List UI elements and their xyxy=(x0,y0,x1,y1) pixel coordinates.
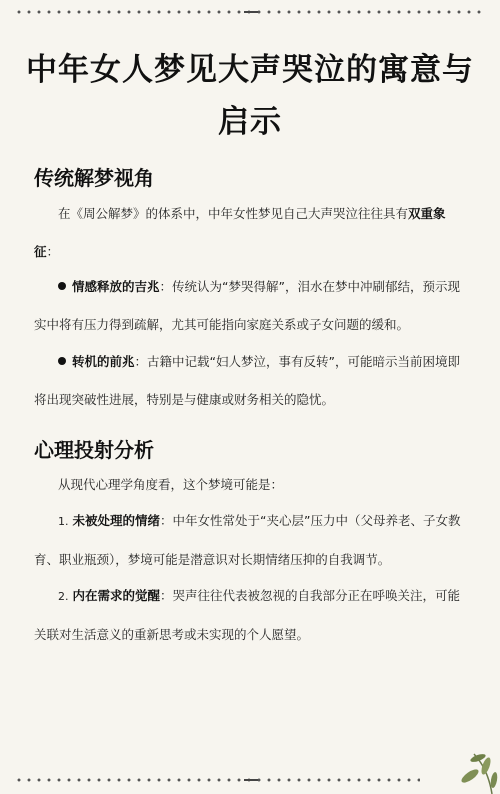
bottom-dotted-border xyxy=(14,778,420,782)
section-heading-traditional: 传统解梦视角 xyxy=(34,166,154,190)
traditional-item-1 xyxy=(34,268,462,344)
psychology-item-2 xyxy=(34,577,462,654)
psychology-item-1-number: 1. xyxy=(58,515,69,528)
traditional-intro-bold: 双重象征 xyxy=(34,206,446,259)
traditional-intro-suffix: ： xyxy=(46,244,60,259)
psychology-item-2-label: 内在需求的觉醒 xyxy=(72,588,161,603)
traditional-item-2-text: ：古籍中记载“妇人梦泣，事有反转”，可能暗示当前困境即将出现突破性进展，特别是与健康或财务相关的隐忧。 xyxy=(34,354,460,407)
leaf-decoration-icon xyxy=(430,714,500,794)
bullet-icon xyxy=(58,357,66,365)
psychology-intro: 从现代心理学角度看，这个梦境可能是： xyxy=(58,477,284,492)
traditional-item-2 xyxy=(34,343,462,419)
traditional-item-1-label: 情感释放的吉兆 xyxy=(72,279,160,294)
psychology-item-1 xyxy=(34,502,462,579)
traditional-intro-prefix: 在《周公解梦》的体系中，中年女性梦见自己大声哭泣往往具有 xyxy=(58,206,409,221)
traditional-item-1-text: ：传统认为“梦哭得解”，泪水在梦中冲刷郁结，预示现实中将有压力得到疏解，尤其可能指向家庭关系或子女问题的缓和。 xyxy=(34,279,460,332)
traditional-intro xyxy=(34,195,462,271)
psychology-item-1-text: ：中年女性常处于“夹心层”压力中（父母养老、子女教育、职业瓶颈），梦境可能是潜意识对长期情绪压抑的自我调节。 xyxy=(34,513,461,567)
bullet-icon xyxy=(58,282,66,290)
bottom-dash-mark xyxy=(244,779,258,781)
page-title: 中年女人梦见大声哭泣的寓意与启示 xyxy=(26,52,474,140)
traditional-item-2-label: 转机的前兆 xyxy=(72,354,135,369)
psychology-item-1-label: 未被处理的情绪 xyxy=(72,513,161,528)
section-heading-psychology: 心理投射分析 xyxy=(34,438,154,462)
psychology-item-2-text: ：哭声往往代表被忽视的自我部分正在呼唤关注，可能关联对生活意义的重新思考或未实现的个人愿望。 xyxy=(34,588,461,642)
top-dash-mark xyxy=(244,11,258,13)
psychology-item-2-number: 2. xyxy=(58,590,69,603)
